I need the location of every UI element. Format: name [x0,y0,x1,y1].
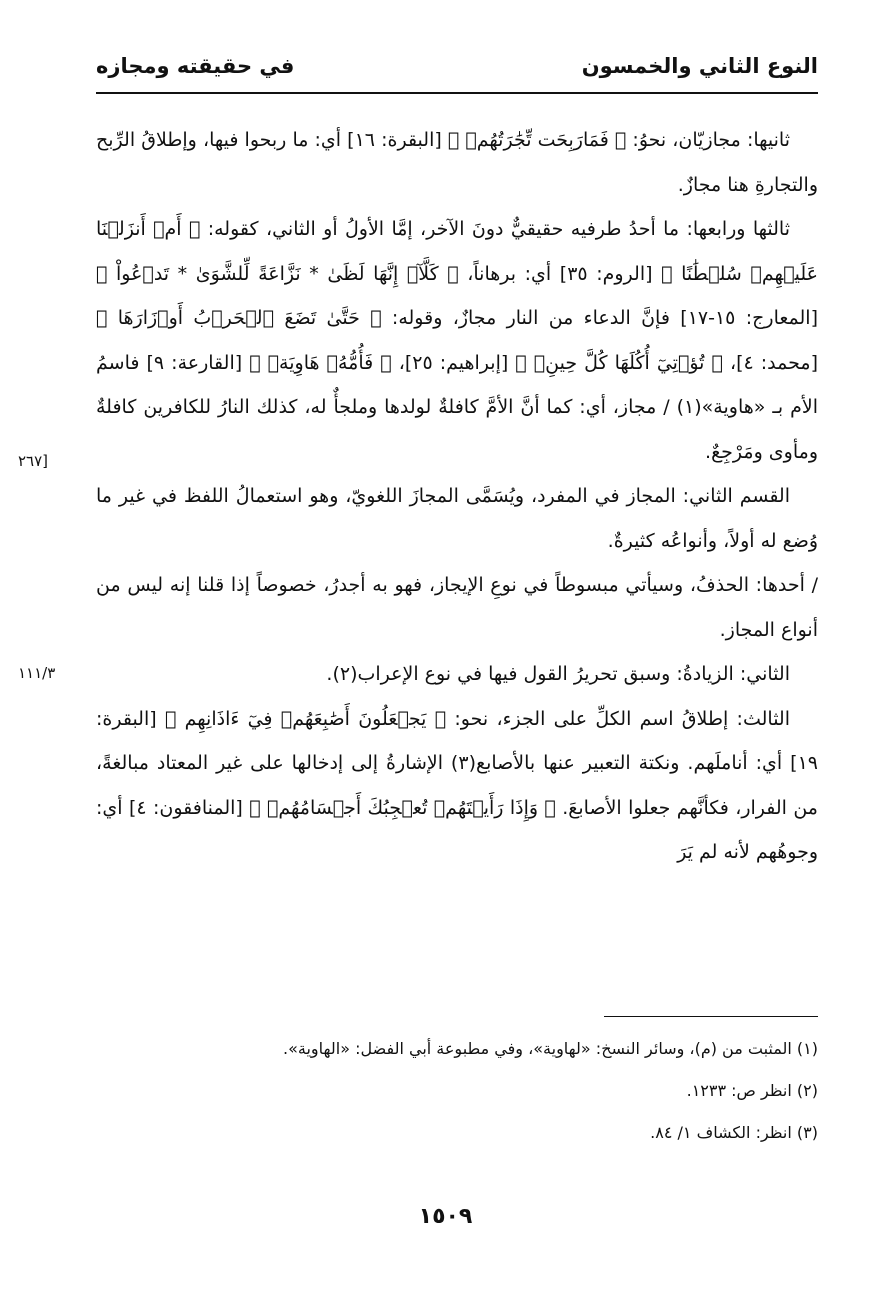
footnotes [96,1028,818,1154]
main-text [96,118,818,875]
margin-note-manuscript-page: [٢٦٧ [18,452,49,470]
paragraph: / أحدها: الحذفُ، وسيأتي مبسوطاً في نوعِ الإيجاز، فهو به أجدرُ، خصوصاً إذا قلنا إنه ليس من أنواع المجاز. [96,574,818,641]
page-number: ١٥٠٩ [418,1204,473,1229]
topic-title: في حقيقته ومجازه [96,54,295,78]
header-divider [96,92,818,94]
footnote: (٣) انظر: الكشاف ١/ ٨٤. [650,1123,818,1142]
footnote: (٢) انظر ص: ١٢٣٣. [686,1081,818,1100]
footnote-divider [604,1016,818,1017]
paragraph: القسم الثاني: المجاز في المفرد، ويُسَمَّى المجازَ اللغويّ، وهو استعمالُ اللفظ في غير ما وُضع له أولاً، وأنواعُه كثيرةٌ. [96,485,818,552]
running-header [96,50,818,90]
paragraph: الثالث: إطلاقُ اسم الكلِّ على الجزء، نحو: ﴿ يَجۡعَلُونَ أَصَٰبِعَهُمۡ فِيٓ ءَاذَانِهِم ﴾ [البقرة: ١٩] أي: أناملَهم. ونكتة التعبير عنها بالأصابع(٣) الإشارةُ إلى إدخالها على غير المعتاد مبالغةً، من الفرار، فكأنَّهم جعلوا الأصابعَ. ﴿ وَإِذَا رَأَيۡتَهُمۡ تُعۡجِبُكَ أَجۡسَامُهُمۡ ﴾ [المنافقون: ٤] أي: وجوهُهم لأنه لم يَرَ [96,707,818,863]
chapter-title: النوع الثاني والخمسون [581,54,818,78]
paragraph: الثاني: الزيادةُ: وسبق تحريرُ القول فيها في نوع الإعراب(٢). [326,663,790,685]
margin-note-volume-page: ١١١/٣ [18,664,56,682]
paragraph: ثانيها: مجازيّان، نحوُ: ﴿ فَمَارَبِحَت تِّجَٰرَتُهُمۡ ﴾ [البقرة: ١٦] أي: ما ربحوا فيها، وإطلاقُ الرِّبح والتجارةِ هنا مجازٌ. [96,129,818,196]
paragraph: ثالثها ورابعها: ما أحدُ طرفيه حقيقيٌّ دونَ الآخر، إمَّا الأولُ أو الثاني، كقوله: ﴿ أَمۡ أَنزَلۡنَا عَلَيۡهِمۡ سُلۡطَٰنًا ﴾ [الروم: ٣٥] أي: برهاناً، ﴿ كَلَّآۖ إِنَّهَا لَظَىٰ * نَزَّاعَةً لِّلشَّوَىٰ * تَدۡعُواْ ﴾ [المعارج: ١٥-١٧] فإنَّ الدعاء من النار مجازٌ، وقوله: ﴿ حَتَّىٰ تَضَعَ ٱلۡحَرۡبُ أَوۡزَارَهَا ﴾ [محمد: ٤]، ﴿ تُؤۡتِيٓ أُكُلَهَا كُلَّ حِينِۭ ﴾ [إبراهيم: ٢٥]، ﴿ فَأُمُّهُۥ هَاوِيَةٞ ﴾ [القارعة: ٩] فاسمُ الأم بـ «هاوية»(١) / مجاز، أي: كما أنَّ الأمَّ كافلةٌ لولدها وملجأٌ له، كذلك النارُ للكافرين كافلةٌ ومأوى ومَرْجِعٌ. [96,218,819,463]
footnote: (١) المثبت من (م)، وسائر النسخ: «لهاوية»، وفي مطبوعة أبي الفضل: «الهاوية». [283,1039,818,1058]
